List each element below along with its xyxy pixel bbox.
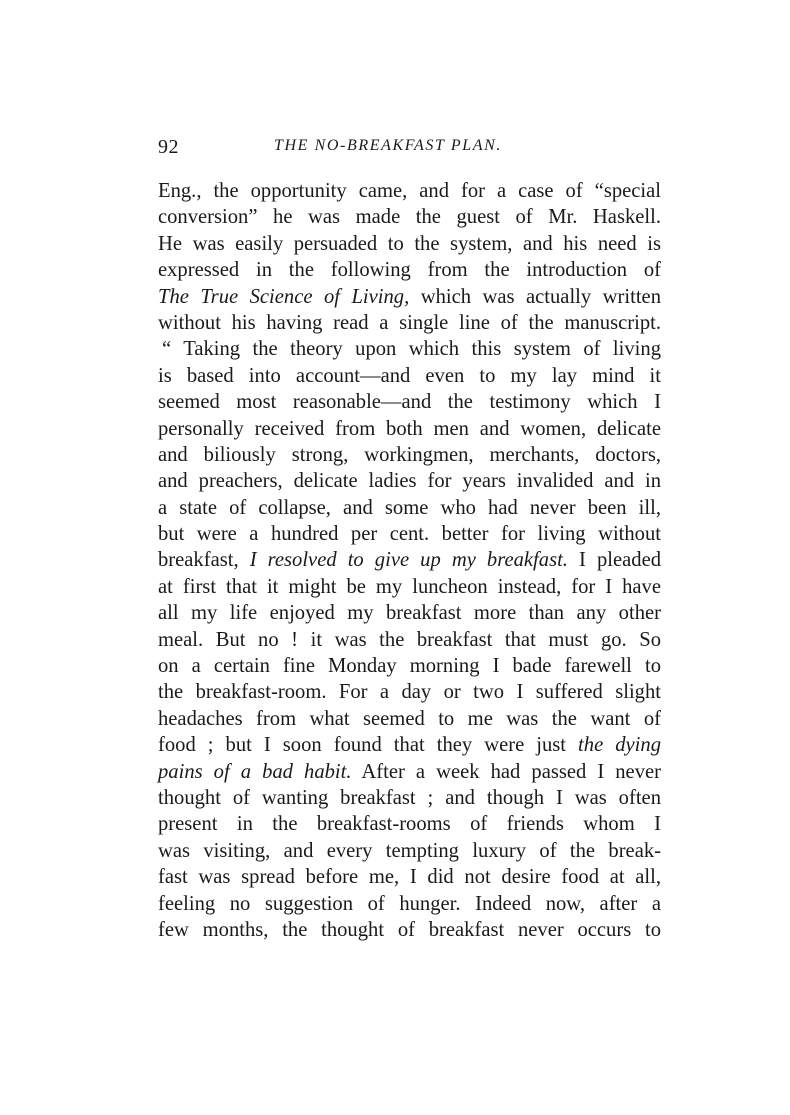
text-run: Eng., the opportunity came, and for a case of “special xyxy=(158,180,661,202)
text-line xyxy=(158,574,661,600)
text-run: He was easily persuaded to the system, and his need is xyxy=(158,232,661,255)
text-run: food ; but I soon found that they were just xyxy=(158,734,579,757)
text-run: a state of collapse, and some who had never been ill, xyxy=(158,496,661,519)
text-line xyxy=(158,891,661,917)
text-line xyxy=(158,204,661,230)
text-run: expressed in the following from the introduction of xyxy=(158,259,661,282)
text-line xyxy=(158,521,661,547)
text-run: feeling no suggestion of hunger. Indeed now, after a xyxy=(158,892,661,915)
text-line xyxy=(158,442,661,468)
text-line xyxy=(158,178,661,204)
text-run: headaches from what seemed to me was the want of xyxy=(158,707,661,730)
text-run: personally received from both men and women, delicate xyxy=(158,417,661,440)
text-run: fast was spread before me, I did not desire food at all, xyxy=(158,866,661,889)
text-run: which was actually written xyxy=(409,285,661,308)
running-title: THE NO-BREAKFAST PLAN. xyxy=(274,137,502,154)
text-run: was visiting, and every tempting luxury of the break- xyxy=(158,839,661,862)
text-line xyxy=(158,627,661,653)
text-run: few months, the thought of breakfast never occurs to xyxy=(158,918,661,941)
italic-emphasis: pains of a bad habit. xyxy=(158,760,352,783)
text-run: I pleaded xyxy=(567,549,662,572)
text-run: conversion” he was made the guest of Mr. Haskell. xyxy=(158,206,661,229)
text-line xyxy=(158,653,661,679)
text-run: seemed most reasonable—and the testimony which I xyxy=(158,391,661,414)
text-line xyxy=(158,785,661,811)
text-run: thought of wanting breakfast ; and though I was often xyxy=(158,786,661,809)
page-number: 92 xyxy=(158,136,179,158)
text-line xyxy=(158,468,661,494)
text-line xyxy=(158,495,661,521)
text-run: but were a hundred per cent. better for living without xyxy=(158,523,661,546)
text-line xyxy=(158,231,661,257)
text-line xyxy=(158,363,661,389)
text-line xyxy=(158,257,661,283)
italic-book-title: The True Science of Living, xyxy=(158,285,410,308)
text-run: and preachers, delicate ladies for years invalided and in xyxy=(158,470,661,493)
text-run: meal. But no ! it was the breakfast that must go. So xyxy=(158,628,661,651)
text-line xyxy=(158,600,661,626)
text-line xyxy=(158,838,661,864)
text-run: at first that it might be my luncheon instead, for I have xyxy=(158,575,661,598)
running-head xyxy=(158,136,661,160)
text-line xyxy=(158,416,661,442)
text-line xyxy=(158,336,661,362)
text-run: is based into account—and even to my lay mind it xyxy=(158,364,661,387)
text-line xyxy=(158,310,661,336)
text-line xyxy=(158,917,661,943)
text-run: After a week had passed I never xyxy=(351,760,661,783)
text-line xyxy=(158,811,661,837)
text-line xyxy=(158,389,661,415)
text-line xyxy=(158,732,661,758)
text-line xyxy=(158,759,661,785)
text-run: on a certain fine Monday morning I bade farewell to xyxy=(158,655,661,678)
italic-emphasis: I resolved to give up my breakfast. xyxy=(249,549,568,572)
text-run: breakfast, xyxy=(158,549,250,572)
text-run: without his having read a single line of the manuscript. xyxy=(158,311,661,334)
text-run: the breakfast-room. For a day or two I suffered slight xyxy=(158,681,661,704)
body-text xyxy=(158,178,661,943)
text-run: and biliously strong, workingmen, merchants, doctors, xyxy=(158,443,661,466)
text-line xyxy=(158,864,661,890)
text-run: all my life enjoyed my breakfast more than any other xyxy=(158,602,661,625)
text-line xyxy=(158,706,661,732)
text-run: “ Taking the theory upon which this system of living xyxy=(162,338,661,361)
italic-emphasis: the dying xyxy=(578,734,661,757)
text-run: present in the breakfast-rooms of friends whom I xyxy=(158,813,661,836)
text-line xyxy=(158,679,661,705)
text-line xyxy=(158,284,661,310)
text-line xyxy=(158,547,661,573)
